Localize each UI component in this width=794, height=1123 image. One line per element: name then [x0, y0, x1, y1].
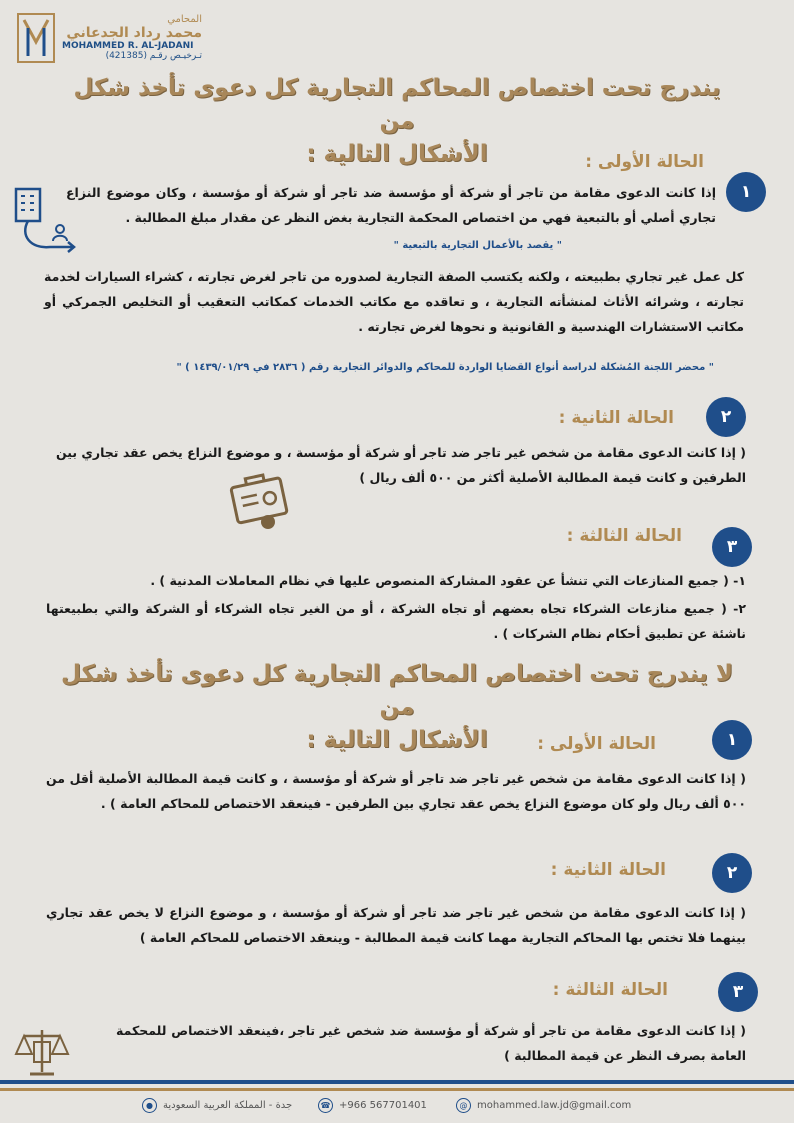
section1-title-line1: يندرج تحت اختصاص المحاكم التجارية كل دعوى تأخذ شكل من [73, 75, 721, 134]
footer-phone[interactable] [318, 1098, 427, 1113]
s2-case1-heading: الحالة الأولى : [537, 734, 656, 754]
s2-case1-number: ١ [712, 720, 752, 760]
logo-icon [16, 12, 56, 64]
s2-case2-number: ٢ [712, 853, 752, 893]
s1-case3-item2: ٢- ( جميع منازعات الشركاء تجاه بعضهم أو تجاه الشركة ، أو من الغير تجاه الشركاء أو الشركة والتي بطبيعتها ناشئة عن تطبيق أحكام نظام الشركات ) . [46, 601, 746, 641]
s2-case2-heading: الحالة الثانية : [550, 860, 666, 880]
s1-case3-number: ٣ [712, 527, 752, 567]
s1-case1-number: ١ [726, 172, 766, 212]
section2-title-line1: لا يندرج تحت اختصاص المحاكم التجارية كل دعوى تأخذ شكل من [60, 661, 734, 720]
s1-case2-heading: الحالة الثانية : [558, 408, 674, 428]
s2-case2-text: ( إذا كانت الدعوى مقامة من شخص غير تاجر ضد تاجر أو شركة أو مؤسسة ، و موضوع النزاع لا يخص عقد تجاري بينهما فلا تختص بها المحاكم التجارية مهما كانت قيمة المطالبة - وينعقد الاختصاص للمحاكم العامة ) [46, 905, 746, 945]
footer [0, 1098, 794, 1118]
lawyer-name-ar: محمد رداد الجدعاني [66, 25, 202, 41]
lawyer-name-en: MOHAMMED R. AL-JADANI [62, 41, 194, 51]
briefcase-icon [228, 470, 294, 530]
section1-title-line2: الأشكال التالية : [306, 141, 488, 167]
footer-phone-text: +966 567701401 [339, 1100, 427, 1111]
s2-case3-number: ٣ [718, 972, 758, 1012]
location-icon: ● [142, 1098, 157, 1113]
footer-location-text: جدة - المملكة العربية السعودية [163, 1100, 293, 1111]
s1-case1-source: " محضر اللجنة المُشكلة لدراسة أنواع القضايا الواردة للمحاكم والدوائر التجارية رقم ( ٢٨٣٦ في ١٤٣٩/٠١/٢٩ ) " [176, 362, 714, 373]
s2-case1-text: ( إذا كانت الدعوى مقامة من شخص غير تاجر ضد تاجر أو شركة أو مؤسسة ، و كانت قيمة المطالبة الأصلية أقل من ٥٠٠ ألف ريال ولو كان موضوع النزاع يخص عقد تجاري بين الطرفين - فينعقد الاختصاص للمحاكم العامة ) . [46, 771, 746, 811]
s1-case2-number: ٢ [706, 397, 746, 437]
email-icon: @ [456, 1098, 471, 1113]
building-icon [10, 185, 82, 261]
lawyer-title: المحامي [167, 14, 202, 25]
footer-bar-gold [0, 1088, 794, 1091]
footer-email-text: mohammed.law.jd@gmail.com [477, 1100, 632, 1111]
scales-icon [10, 1026, 74, 1080]
s1-case1-text: إذا كانت الدعوى مقامة من تاجر أو شركة أو مؤسسة ضد تاجر أو شركة أو مؤسسة ، وكان موضوع النزاع تجاري أصلي أو بالتبعية فهي من اختصاص المحكمة التجارية بغض النظر عن مقدار مبلغ المطالبة . [66, 185, 716, 225]
s1-case2-text: ( إذا كانت الدعوى مقامة من شخص غير تاجر ضد تاجر أو شركة أو مؤسسة ، و موضوع النزاع يخص عقد تجاري بين الطرفين و كانت قيمة المطالبة الأصلية أكثر من ٥٠٠ ألف ريال ) [56, 445, 746, 485]
section2-title-line2: الأشكال التالية : [306, 727, 488, 753]
footer-location [142, 1098, 292, 1113]
s2-case3-heading: الحالة الثالثة : [552, 980, 668, 1000]
s1-case3-heading: الحالة الثالثة : [566, 526, 682, 546]
lawyer-header [62, 14, 202, 61]
s1-case1-heading: الحالة الأولى : [585, 152, 704, 172]
s2-case3-text: ( إذا كانت الدعوى مقامة من تاجر أو شركة أو مؤسسة ضد شخص غير تاجر ،فينعقد الاختصاص للمحكمة العامة بصرف النظر عن قيمة المطالبة ) [116, 1023, 746, 1063]
s1-case3-item1: ١- ( جميع المنازعات التي تنشأ عن عقود المشاركة المنصوص عليها في نظام المعاملات المدنية ) . [150, 573, 746, 588]
phone-icon: ☎ [318, 1098, 333, 1113]
s1-case1-text2: كل عمل غير تجاري بطبيعته ، ولكنه يكتسب الصفة التجارية لصدوره من تاجر لغرض تجارته ، كشراء السيارات لخدمة تجارته ، وشرائه الأثاث لمنشأته التجارية ، و تعاقده مع مكاتب الخدمات كمكاتب التعقيب أو التخليص الجمركي أو مكاتب الاستشارات الهندسية و القانونية و نحوها لغرض تجارته . [44, 269, 744, 334]
s1-case1-note: " يقصد بالأعمال التجارية بالتبعية " [393, 240, 562, 251]
footer-email[interactable] [456, 1098, 631, 1113]
footer-bar-blue [0, 1080, 794, 1084]
license-number: تـرخيـص رقـم (421385) [105, 51, 202, 61]
